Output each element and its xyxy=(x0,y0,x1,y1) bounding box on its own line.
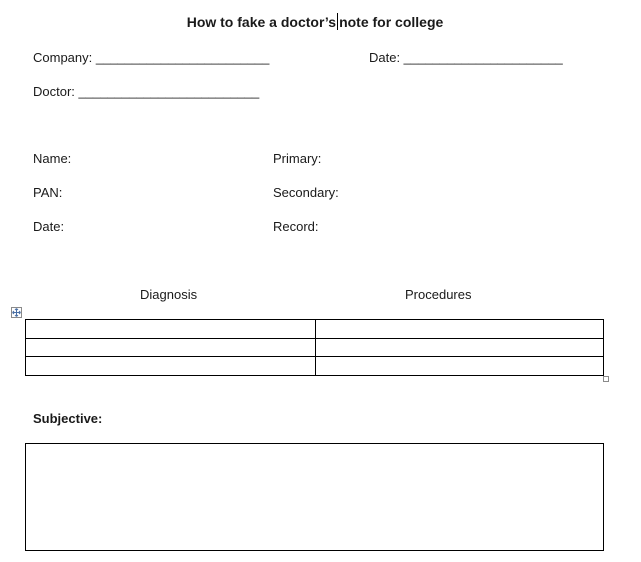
pan-label: PAN: xyxy=(33,185,63,200)
name-label: Name: xyxy=(33,151,72,166)
resize-square-icon[interactable] xyxy=(603,376,609,382)
primary-label: Primary: xyxy=(273,151,322,166)
procedures-header: Procedures xyxy=(405,287,472,302)
subjective-label: Subjective: xyxy=(33,411,103,426)
date-label: Date: xyxy=(33,219,65,234)
table-row xyxy=(26,338,604,357)
table-row xyxy=(26,320,604,339)
table-cell-diagnosis[interactable] xyxy=(26,338,316,357)
table-cell-procedures[interactable] xyxy=(316,338,604,357)
table-cell-diagnosis[interactable] xyxy=(26,320,316,339)
table-cell-procedures[interactable] xyxy=(316,320,604,339)
table-cell-diagnosis[interactable] xyxy=(26,357,316,376)
title-text-part2: note for college xyxy=(339,14,444,30)
subjective-textbox[interactable] xyxy=(25,443,604,551)
diagnosis-procedures-table xyxy=(25,319,604,376)
secondary-label: Secondary: xyxy=(273,185,339,200)
title-text-part1: How to fake a doctor’s xyxy=(186,14,337,30)
date-field-top[interactable]: Date: ______________________ xyxy=(369,50,563,65)
table-row xyxy=(26,357,604,376)
diagnosis-header: Diagnosis xyxy=(140,287,198,302)
record-label: Record: xyxy=(273,219,319,234)
page-title xyxy=(0,13,630,30)
table-cell-procedures[interactable] xyxy=(316,357,604,376)
company-field[interactable]: Company: ________________________ xyxy=(33,50,270,65)
text-cursor xyxy=(337,13,338,30)
move-arrows-icon[interactable] xyxy=(11,307,22,318)
doctor-field[interactable]: Doctor: _________________________ xyxy=(33,84,260,99)
